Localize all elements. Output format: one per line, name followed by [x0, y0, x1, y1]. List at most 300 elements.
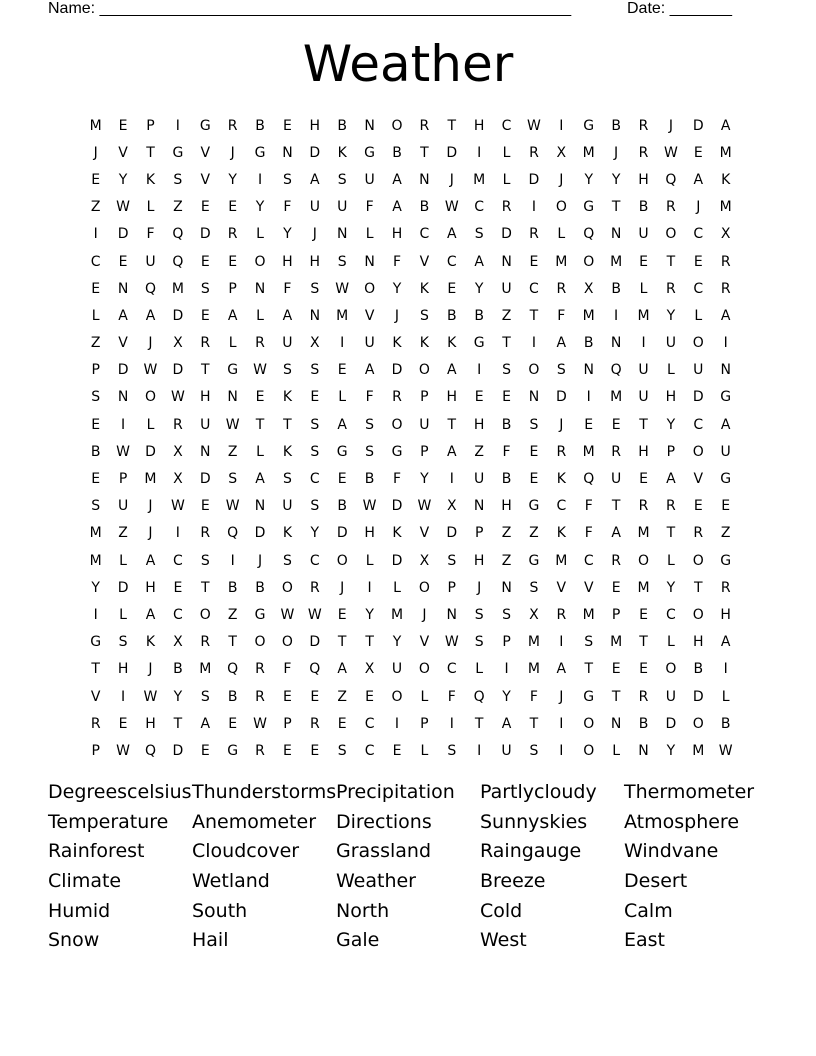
grid-letter[interactable]: V — [118, 144, 128, 161]
grid-letter[interactable]: N — [364, 253, 375, 270]
grid-letter[interactable]: W — [253, 362, 267, 379]
grid-letter[interactable]: L — [146, 416, 155, 433]
grid-letter[interactable]: Q — [227, 525, 239, 542]
grid-letter[interactable]: T — [584, 661, 593, 678]
grid-letter[interactable]: G — [473, 335, 485, 352]
grid-letter[interactable]: F — [557, 307, 566, 324]
grid-letter[interactable]: H — [364, 525, 375, 542]
grid-letter[interactable]: R — [255, 661, 265, 678]
grid-letter[interactable]: W — [225, 498, 240, 515]
grid-letter[interactable]: W — [417, 498, 432, 515]
grid-letter[interactable]: Y — [666, 742, 676, 759]
grid-letter[interactable]: C — [693, 280, 704, 297]
grid-letter[interactable]: I — [504, 661, 509, 678]
grid-letter[interactable]: G — [720, 389, 732, 406]
grid-letter[interactable]: Q — [583, 471, 595, 488]
grid-letter[interactable]: Z — [227, 443, 238, 460]
grid-letter[interactable]: O — [418, 579, 430, 596]
grid-letter[interactable]: K — [337, 144, 347, 161]
grid-letter[interactable]: O — [665, 661, 677, 678]
grid-letter[interactable]: W — [444, 199, 459, 216]
grid-letter[interactable]: U — [364, 171, 375, 188]
grid-letter[interactable]: Y — [666, 307, 676, 324]
grid-letter[interactable]: R — [720, 253, 731, 270]
grid-letter[interactable]: J — [559, 171, 564, 188]
grid-letter[interactable]: L — [420, 688, 429, 705]
grid-letter[interactable]: R — [638, 144, 649, 161]
grid-letter[interactable]: Z — [501, 552, 512, 569]
grid-letter[interactable]: E — [200, 199, 210, 216]
grid-letter[interactable]: E — [337, 471, 347, 488]
grid-letter[interactable]: J — [340, 579, 345, 596]
grid-letter[interactable]: T — [529, 715, 539, 732]
grid-letter[interactable]: B — [90, 443, 101, 460]
grid-letter[interactable]: D — [172, 362, 184, 379]
grid-letter[interactable]: B — [611, 117, 621, 134]
grid-letter[interactable]: U — [665, 335, 677, 352]
grid-letter[interactable]: I — [394, 715, 400, 732]
grid-letter[interactable]: N — [638, 742, 649, 759]
grid-letter[interactable]: E — [392, 742, 402, 759]
grid-letter[interactable]: U — [364, 335, 375, 352]
grid-letter[interactable]: D — [309, 144, 321, 161]
grid-letter[interactable]: A — [556, 661, 567, 678]
grid-letter[interactable]: A — [337, 416, 347, 433]
grid-letter[interactable]: S — [474, 634, 484, 651]
grid-letter[interactable]: T — [200, 362, 210, 379]
grid-letter[interactable]: P — [447, 579, 456, 596]
grid-letter[interactable]: Z — [529, 525, 539, 542]
grid-letter[interactable]: M — [527, 634, 540, 651]
grid-letter[interactable]: O — [391, 416, 403, 433]
grid-letter[interactable]: X — [529, 606, 539, 623]
grid-letter[interactable]: S — [365, 443, 375, 460]
grid-letter[interactable]: A — [118, 307, 128, 324]
grid-letter[interactable]: P — [118, 471, 128, 488]
grid-letter[interactable]: I — [559, 634, 564, 651]
grid-letter[interactable]: E — [365, 688, 375, 705]
grid-letter[interactable]: R — [638, 498, 649, 515]
grid-letter[interactable]: H — [473, 416, 485, 433]
grid-letter[interactable]: A — [720, 416, 731, 433]
grid-letter[interactable]: N — [583, 362, 594, 379]
grid-letter[interactable]: G — [583, 199, 595, 216]
grid-letter[interactable]: R — [666, 199, 676, 216]
grid-letter[interactable]: E — [529, 471, 539, 488]
grid-letter[interactable]: E — [118, 117, 128, 134]
grid-letter[interactable]: Z — [227, 606, 238, 623]
grid-letter[interactable]: L — [666, 552, 675, 569]
grid-letter[interactable]: L — [639, 280, 648, 297]
grid-letter[interactable]: N — [200, 443, 211, 460]
grid-letter[interactable]: S — [447, 552, 457, 569]
grid-letter[interactable]: Y — [283, 226, 292, 243]
grid-letter[interactable]: H — [473, 552, 485, 569]
grid-letter[interactable]: Y — [228, 171, 237, 188]
grid-letter[interactable]: I — [723, 335, 728, 352]
grid-letter[interactable]: C — [529, 280, 539, 297]
grid-letter[interactable]: G — [254, 606, 266, 623]
grid-letter[interactable]: M — [719, 199, 732, 216]
grid-letter[interactable]: W — [116, 199, 130, 216]
grid-letter[interactable]: I — [93, 606, 98, 623]
grid-letter[interactable]: R — [200, 335, 211, 352]
grid-letter[interactable]: E — [474, 389, 484, 406]
grid-letter[interactable]: E — [639, 253, 648, 270]
grid-letter[interactable]: L — [721, 688, 730, 705]
grid-letter[interactable]: U — [665, 688, 677, 705]
grid-letter[interactable]: E — [611, 661, 621, 678]
grid-letter[interactable]: S — [365, 416, 375, 433]
grid-letter[interactable]: R — [200, 525, 211, 542]
grid-letter[interactable]: R — [611, 552, 621, 569]
grid-letter[interactable]: O — [637, 552, 650, 569]
grid-letter[interactable]: M — [610, 253, 623, 270]
grid-letter[interactable]: D — [199, 471, 211, 488]
grid-letter[interactable]: B — [474, 307, 484, 324]
grid-letter[interactable]: F — [392, 253, 402, 270]
grid-letter[interactable]: U — [200, 416, 211, 433]
grid-letter[interactable]: B — [173, 661, 183, 678]
grid-letter[interactable]: A — [720, 307, 731, 324]
grid-letter[interactable]: K — [392, 525, 402, 542]
grid-letter[interactable]: Q — [227, 661, 239, 678]
grid-letter[interactable]: H — [145, 715, 156, 732]
grid-letter[interactable]: S — [556, 362, 566, 379]
grid-letter[interactable]: E — [91, 280, 101, 297]
grid-letter[interactable]: P — [91, 742, 100, 759]
grid-letter[interactable]: V — [200, 144, 211, 161]
grid-letter[interactable]: P — [611, 606, 621, 623]
grid-letter[interactable]: D — [446, 144, 458, 161]
grid-letter[interactable]: K — [721, 171, 731, 188]
grid-letter[interactable]: U — [610, 471, 622, 488]
grid-letter[interactable]: U — [391, 661, 403, 678]
grid-letter[interactable]: Z — [90, 335, 101, 352]
grid-letter[interactable]: E — [118, 253, 128, 270]
grid-letter[interactable]: D — [117, 226, 129, 243]
grid-letter[interactable]: N — [282, 144, 293, 161]
grid-letter[interactable]: Q — [144, 280, 156, 297]
grid-letter[interactable]: K — [282, 443, 293, 460]
grid-letter[interactable]: O — [692, 443, 704, 460]
grid-letter[interactable]: C — [474, 199, 485, 216]
grid-letter[interactable]: O — [391, 688, 403, 705]
grid-letter[interactable]: V — [693, 471, 704, 488]
grid-letter[interactable]: H — [391, 226, 403, 243]
grid-letter[interactable]: A — [666, 471, 676, 488]
grid-letter[interactable]: K — [392, 335, 402, 352]
grid-letter[interactable]: F — [584, 525, 593, 542]
grid-letter[interactable]: I — [175, 525, 180, 542]
grid-letter[interactable]: J — [148, 498, 153, 515]
grid-letter[interactable]: E — [584, 416, 594, 433]
grid-letter[interactable]: X — [720, 226, 731, 243]
grid-letter[interactable]: U — [337, 199, 348, 216]
grid-letter[interactable]: U — [145, 253, 156, 270]
grid-letter[interactable]: R — [720, 579, 731, 596]
grid-letter[interactable]: R — [556, 280, 567, 297]
grid-letter[interactable]: E — [639, 661, 648, 678]
grid-letter[interactable]: J — [148, 661, 153, 678]
grid-letter[interactable]: S — [228, 471, 238, 488]
grid-letter[interactable]: R — [173, 416, 183, 433]
grid-letter[interactable]: K — [419, 280, 429, 297]
grid-letter[interactable]: T — [228, 634, 237, 651]
grid-letter[interactable]: I — [477, 742, 482, 759]
grid-letter[interactable]: F — [146, 226, 155, 243]
grid-letter[interactable]: J — [230, 144, 235, 161]
grid-letter[interactable]: G — [364, 144, 376, 161]
grid-letter[interactable]: U — [501, 742, 512, 759]
grid-letter[interactable]: Z — [337, 688, 347, 705]
grid-letter[interactable]: D — [391, 498, 403, 515]
grid-letter[interactable]: Q — [610, 362, 622, 379]
grid-letter[interactable]: N — [473, 498, 485, 515]
grid-letter[interactable]: Z — [720, 525, 731, 542]
grid-letter[interactable]: G — [720, 471, 732, 488]
grid-letter[interactable]: O — [692, 715, 704, 732]
grid-letter[interactable]: O — [555, 199, 567, 216]
grid-letter[interactable]: S — [91, 389, 101, 406]
grid-letter[interactable]: M — [555, 253, 568, 270]
grid-letter[interactable]: T — [611, 498, 621, 515]
grid-letter[interactable]: S — [337, 253, 347, 270]
grid-letter[interactable]: L — [612, 742, 621, 759]
grid-letter[interactable]: U — [117, 498, 129, 515]
grid-letter[interactable]: J — [668, 117, 673, 134]
grid-letter[interactable]: I — [559, 715, 564, 732]
grid-letter[interactable]: J — [477, 579, 482, 596]
grid-letter[interactable]: N — [501, 579, 512, 596]
grid-letter[interactable]: I — [93, 226, 98, 243]
grid-letter[interactable]: N — [117, 389, 129, 406]
grid-letter[interactable]: M — [390, 606, 404, 623]
grid-letter[interactable]: H — [446, 389, 458, 406]
grid-letter[interactable]: K — [556, 525, 566, 542]
grid-letter[interactable]: E — [91, 471, 101, 488]
grid-letter[interactable]: X — [583, 280, 594, 297]
grid-letter[interactable]: E — [611, 579, 621, 596]
grid-letter[interactable]: G — [227, 362, 239, 379]
grid-letter[interactable]: T — [666, 525, 676, 542]
grid-letter[interactable]: W — [362, 498, 377, 515]
grid-letter[interactable]: L — [393, 579, 401, 596]
grid-letter[interactable]: C — [419, 226, 430, 243]
grid-letter[interactable]: M — [336, 307, 349, 324]
grid-letter[interactable]: Y — [255, 199, 265, 216]
grid-letter[interactable]: W — [143, 688, 158, 705]
grid-letter[interactable]: M — [527, 661, 540, 678]
grid-letter[interactable]: A — [446, 226, 457, 243]
grid-letter[interactable]: E — [639, 606, 648, 623]
grid-letter[interactable]: E — [639, 471, 648, 488]
grid-letter[interactable]: B — [227, 579, 238, 596]
grid-letter[interactable]: S — [337, 171, 347, 188]
grid-letter[interactable]: K — [447, 335, 457, 352]
grid-letter[interactable]: Y — [666, 579, 676, 596]
grid-letter[interactable]: Y — [365, 606, 374, 623]
grid-letter[interactable]: T — [502, 335, 511, 352]
grid-letter[interactable]: V — [90, 688, 101, 705]
grid-letter[interactable]: F — [529, 688, 538, 705]
grid-letter[interactable]: W — [335, 280, 350, 297]
grid-letter[interactable]: S — [529, 579, 539, 596]
grid-letter[interactable]: F — [502, 443, 511, 460]
grid-letter[interactable]: L — [502, 144, 511, 161]
grid-letter[interactable]: R — [255, 742, 265, 759]
grid-letter[interactable]: U — [501, 280, 512, 297]
grid-letter[interactable]: X — [446, 498, 457, 515]
grid-letter[interactable]: L — [256, 443, 264, 460]
grid-letter[interactable]: C — [693, 416, 704, 433]
grid-letter[interactable]: D — [117, 579, 129, 596]
grid-letter[interactable]: U — [638, 389, 649, 406]
grid-letter[interactable]: T — [91, 661, 100, 678]
grid-letter[interactable]: Q — [144, 742, 156, 759]
grid-letter[interactable]: D — [309, 634, 321, 651]
grid-letter[interactable]: D — [117, 362, 129, 379]
grid-letter[interactable]: O — [665, 226, 677, 243]
grid-letter[interactable]: L — [365, 552, 374, 569]
grid-letter[interactable]: H — [501, 498, 512, 515]
grid-letter[interactable]: S — [91, 498, 101, 515]
grid-letter[interactable]: A — [474, 253, 484, 270]
grid-letter[interactable]: O — [281, 634, 293, 651]
grid-letter[interactable]: S — [502, 606, 511, 623]
grid-letter[interactable]: X — [173, 335, 183, 352]
grid-letter[interactable]: O — [144, 389, 156, 406]
grid-letter[interactable]: S — [529, 416, 539, 433]
grid-letter[interactable]: O — [583, 742, 595, 759]
grid-letter[interactable]: S — [447, 742, 457, 759]
grid-letter[interactable]: B — [446, 307, 457, 324]
grid-letter[interactable]: Y — [666, 416, 676, 433]
grid-letter[interactable]: T — [639, 416, 648, 433]
grid-letter[interactable]: K — [282, 525, 293, 542]
grid-letter[interactable]: F — [392, 471, 402, 488]
grid-letter[interactable]: A — [145, 307, 156, 324]
grid-letter[interactable]: H — [282, 253, 293, 270]
grid-letter[interactable]: F — [365, 389, 374, 406]
grid-letter[interactable]: I — [121, 416, 126, 433]
grid-letter[interactable]: L — [256, 226, 264, 243]
grid-letter[interactable]: B — [638, 199, 649, 216]
grid-letter[interactable]: R — [556, 443, 567, 460]
grid-letter[interactable]: E — [337, 362, 347, 379]
grid-letter[interactable]: A — [145, 552, 156, 569]
grid-letter[interactable]: B — [720, 715, 731, 732]
grid-letter[interactable]: Y — [584, 171, 593, 188]
grid-letter[interactable]: M — [582, 606, 595, 623]
grid-letter[interactable]: R — [419, 117, 430, 134]
grid-letter[interactable]: H — [309, 117, 321, 134]
grid-letter[interactable]: N — [364, 117, 375, 134]
grid-letter[interactable]: D — [692, 688, 704, 705]
grid-letter[interactable]: Z — [501, 525, 512, 542]
grid-letter[interactable]: R — [638, 688, 649, 705]
grid-letter[interactable]: A — [556, 335, 567, 352]
grid-letter[interactable]: L — [694, 307, 703, 324]
grid-letter[interactable]: N — [720, 362, 731, 379]
grid-letter[interactable]: I — [559, 117, 564, 134]
grid-letter[interactable]: C — [446, 253, 457, 270]
grid-letter[interactable]: W — [116, 443, 130, 460]
grid-letter[interactable]: S — [282, 171, 292, 188]
grid-letter[interactable]: Z — [501, 307, 512, 324]
grid-letter[interactable]: J — [614, 144, 619, 161]
grid-letter[interactable]: N — [309, 307, 321, 324]
grid-letter[interactable]: H — [638, 171, 649, 188]
grid-letter[interactable]: C — [309, 471, 320, 488]
grid-letter[interactable]: L — [420, 742, 429, 759]
grid-letter[interactable]: N — [446, 606, 458, 623]
grid-letter[interactable]: F — [283, 661, 292, 678]
grid-letter[interactable]: U — [720, 443, 731, 460]
grid-letter[interactable]: S — [529, 742, 539, 759]
grid-letter[interactable]: S — [200, 688, 210, 705]
grid-letter[interactable]: G — [583, 688, 595, 705]
grid-letter[interactable]: P — [91, 362, 100, 379]
grid-letter[interactable]: H — [199, 389, 211, 406]
grid-letter[interactable]: L — [256, 307, 264, 324]
grid-letter[interactable]: E — [337, 715, 347, 732]
grid-letter[interactable]: B — [693, 661, 704, 678]
grid-letter[interactable]: E — [283, 742, 292, 759]
grid-letter[interactable]: B — [638, 715, 649, 732]
grid-letter[interactable]: B — [611, 280, 621, 297]
grid-letter[interactable]: E — [283, 688, 292, 705]
grid-letter[interactable]: O — [418, 362, 430, 379]
grid-letter[interactable]: M — [582, 443, 595, 460]
grid-letter[interactable]: P — [474, 525, 484, 542]
grid-letter[interactable]: J — [422, 606, 427, 623]
grid-letter[interactable]: J — [93, 144, 98, 161]
grid-letter[interactable]: W — [116, 742, 130, 759]
grid-letter[interactable]: D — [692, 389, 704, 406]
grid-letter[interactable]: N — [501, 253, 512, 270]
grid-letter[interactable]: E — [721, 498, 731, 515]
grid-letter[interactable]: I — [340, 335, 345, 352]
grid-letter[interactable]: Y — [474, 280, 484, 297]
grid-letter[interactable]: T — [447, 416, 457, 433]
grid-letter[interactable]: K — [145, 634, 156, 651]
grid-letter[interactable]: C — [90, 253, 101, 270]
grid-letter[interactable]: U — [693, 362, 704, 379]
grid-letter[interactable]: T — [694, 579, 703, 596]
grid-letter[interactable]: R — [693, 525, 704, 542]
grid-letter[interactable]: P — [420, 443, 429, 460]
grid-letter[interactable]: P — [228, 280, 237, 297]
grid-letter[interactable]: M — [610, 389, 623, 406]
grid-letter[interactable]: T — [283, 416, 292, 433]
grid-letter[interactable]: S — [474, 606, 484, 623]
grid-letter[interactable]: S — [310, 416, 320, 433]
grid-letter[interactable]: S — [419, 307, 429, 324]
grid-letter[interactable]: N — [528, 389, 540, 406]
grid-letter[interactable]: K — [419, 335, 429, 352]
grid-letter[interactable]: N — [254, 498, 266, 515]
grid-letter[interactable]: G — [391, 443, 403, 460]
grid-letter[interactable]: M — [719, 144, 732, 161]
grid-letter[interactable]: C — [309, 552, 320, 569]
grid-letter[interactable]: V — [200, 171, 211, 188]
grid-letter[interactable]: E — [200, 253, 210, 270]
grid-letter[interactable]: H — [720, 606, 731, 623]
grid-letter[interactable]: H — [473, 117, 485, 134]
grid-letter[interactable]: Y — [173, 688, 183, 705]
grid-letter[interactable]: I — [723, 661, 728, 678]
